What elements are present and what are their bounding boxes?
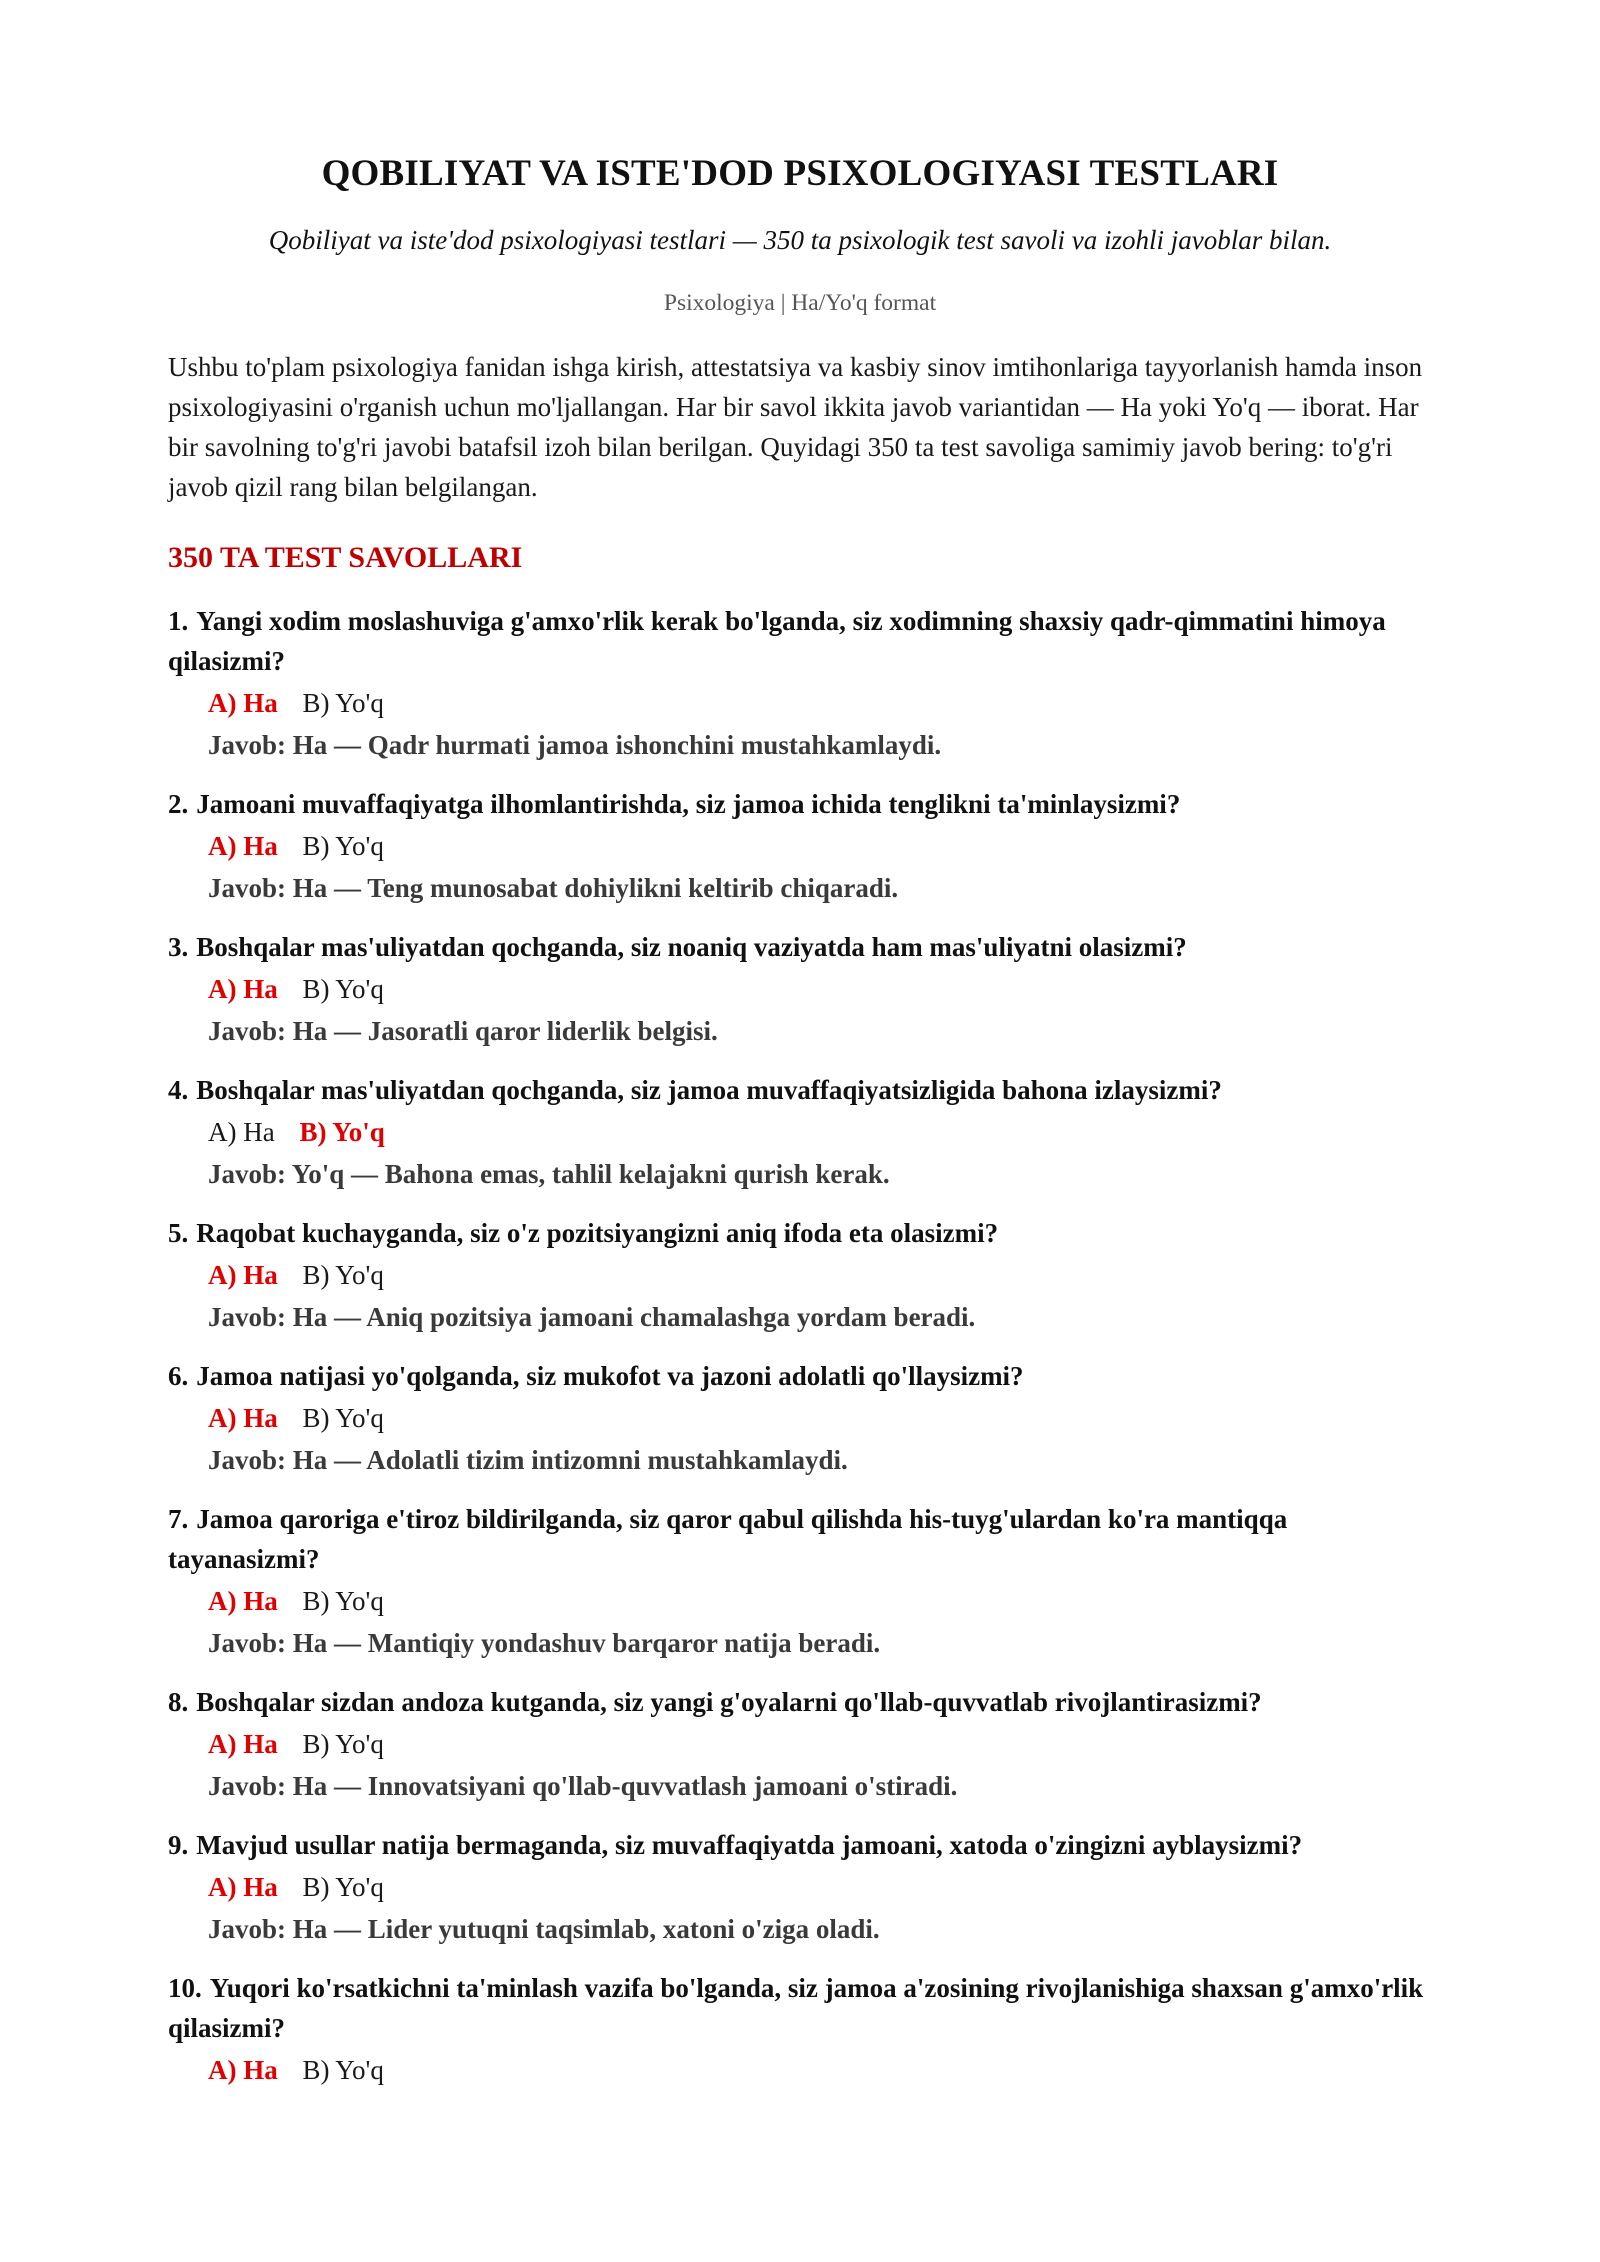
option-b[interactable]: B) Yo'q bbox=[302, 688, 384, 718]
question-text bbox=[168, 1825, 1432, 1865]
option-a[interactable]: A) Ha bbox=[208, 1872, 278, 1902]
answer-options bbox=[168, 2049, 1432, 2091]
question-body: Jamoa natijasi yo'qolganda, siz mukofot va jazoni adolatli qo'llaysizmi? bbox=[196, 1361, 1024, 1391]
question-text bbox=[168, 1682, 1432, 1722]
question-text bbox=[168, 601, 1432, 681]
question-number: 10. bbox=[168, 1973, 202, 2003]
question-item bbox=[168, 1825, 1432, 1950]
question-number: 2. bbox=[168, 789, 189, 819]
question-text bbox=[168, 1499, 1432, 1579]
question-number: 3. bbox=[168, 932, 189, 962]
question-body: Mavjud usullar natija bermaganda, siz muvaffaqiyatda jamoani, xatoda o'zingizni ayblaysizmi? bbox=[196, 1830, 1303, 1860]
option-b[interactable]: B) Yo'q bbox=[302, 1586, 384, 1616]
question-body: Jamoani muvaffaqiyatga ilhomlantirishda, siz jamoa ichida tenglikni ta'minlaysizmi? bbox=[196, 789, 1181, 819]
option-b[interactable]: B) Yo'q bbox=[302, 1260, 384, 1290]
question-item bbox=[168, 784, 1432, 909]
question-number: 4. bbox=[168, 1075, 189, 1105]
answer-explanation: Javob: Ha — Teng munosabat dohiylikni keltirib chiqaradi. bbox=[208, 873, 899, 903]
question-item bbox=[168, 927, 1432, 1052]
answer-explanation: Javob: Ha — Jasoratli qaror liderlik belgisi. bbox=[208, 1016, 718, 1046]
answer-options bbox=[168, 1723, 1432, 1765]
question-number: 9. bbox=[168, 1830, 189, 1860]
answer-options bbox=[168, 682, 1432, 724]
question-number: 8. bbox=[168, 1687, 189, 1717]
option-a[interactable]: A) Ha bbox=[208, 974, 278, 1004]
document-meta: Psixologiya | Ha/Yo'q format bbox=[663, 290, 937, 316]
answer-explanation: Javob: Ha — Mantiqiy yondashuv barqaror natija beradi. bbox=[208, 1628, 881, 1658]
answer-options bbox=[168, 1397, 1432, 1439]
question-body: Raqobat kuchayganda, siz o'z pozitsiyangizni aniq ifoda eta olasizmi? bbox=[196, 1218, 999, 1248]
option-a[interactable]: A) Ha bbox=[208, 688, 278, 718]
answer-explanation: Javob: Ha — Adolatli tizim intizomni mustahkamlaydi. bbox=[208, 1445, 848, 1475]
question-text bbox=[168, 1213, 1432, 1253]
question-list bbox=[168, 601, 1432, 2091]
question-body: Boshqalar mas'uliyatdan qochganda, siz jamoa muvaffaqiyatsizligida bahona izlaysizmi? bbox=[196, 1075, 1222, 1105]
answer-options bbox=[168, 1580, 1432, 1622]
question-number: 6. bbox=[168, 1361, 189, 1391]
question-body: Boshqalar sizdan andoza kutganda, siz yangi g'oyalarni qo'llab-quvvatlab rivojlantirasizmi? bbox=[196, 1687, 1262, 1717]
answer-options bbox=[168, 968, 1432, 1010]
answer-options bbox=[168, 1111, 1432, 1153]
question-text bbox=[168, 927, 1432, 967]
answer-options bbox=[168, 825, 1432, 867]
question-body: Jamoa qaroriga e'tiroz bildirilganda, siz qaror qabul qilishda his-tuyg'ulardan ko'ra mantiqqa tayanasizmi? bbox=[168, 1504, 1288, 1574]
answer-options bbox=[168, 1866, 1432, 1908]
question-text bbox=[168, 784, 1432, 824]
option-b[interactable]: B) Yo'q bbox=[302, 1729, 384, 1759]
option-b[interactable]: B) Yo'q bbox=[302, 1403, 384, 1433]
option-a[interactable]: A) Ha bbox=[208, 1729, 278, 1759]
option-a[interactable]: A) Ha bbox=[208, 1586, 278, 1616]
question-item bbox=[168, 1968, 1432, 2091]
question-text bbox=[168, 1356, 1432, 1396]
answer-explanation: Javob: Ha — Lider yutuqni taqsimlab, xatoni o'ziga oladi. bbox=[208, 1914, 880, 1944]
question-text bbox=[168, 1968, 1432, 2048]
question-text bbox=[168, 1070, 1432, 1110]
question-number: 7. bbox=[168, 1504, 189, 1534]
section-heading: 350 TA TEST SAVOLLARI bbox=[168, 541, 523, 574]
question-number: 1. bbox=[168, 606, 189, 636]
answer-explanation: Javob: Ha — Qadr hurmati jamoa ishonchini mustahkamlaydi. bbox=[208, 730, 942, 760]
document-title: QOBILIYAT VA ISTE'DOD PSIXOLOGIYASI TESTLARI bbox=[321, 153, 1279, 194]
question-body: Yangi xodim moslashuviga g'amxo'rlik kerak bo'lganda, siz xodimning shaxsiy qadr-qimmatini himoya qilasizmi? bbox=[168, 606, 1386, 676]
question-number: 5. bbox=[168, 1218, 189, 1248]
answer-explanation: Javob: Ha — Innovatsiyani qo'llab-quvvatlash jamoani o'stiradi. bbox=[208, 1771, 958, 1801]
document-subtitle: Qobiliyat va iste'dod psixologiyasi testlari — 350 ta psixologik test savoli va izohli javoblar bilan. bbox=[268, 225, 1332, 255]
question-item bbox=[168, 601, 1432, 766]
question-body: Yuqori ko'rsatkichni ta'minlash vazifa bo'lganda, siz jamoa a'zosining rivojlanishiga shaxsan g'amxo'rlik qilasizmi? bbox=[168, 1973, 1424, 2043]
question-item bbox=[168, 1682, 1432, 1807]
question-item bbox=[168, 1356, 1432, 1481]
option-b[interactable]: B) Yo'q bbox=[299, 1117, 385, 1147]
option-b[interactable]: B) Yo'q bbox=[302, 831, 384, 861]
option-b[interactable]: B) Yo'q bbox=[302, 1872, 384, 1902]
option-a[interactable]: A) Ha bbox=[208, 1260, 278, 1290]
question-item bbox=[168, 1070, 1432, 1195]
option-a[interactable]: A) Ha bbox=[208, 1117, 275, 1147]
question-item bbox=[168, 1213, 1432, 1338]
option-a[interactable]: A) Ha bbox=[208, 831, 278, 861]
option-a[interactable]: A) Ha bbox=[208, 1403, 278, 1433]
question-item bbox=[168, 1499, 1432, 1664]
answer-explanation: Javob: Yo'q — Bahona emas, tahlil kelajakni qurish kerak. bbox=[208, 1159, 890, 1189]
option-b[interactable]: B) Yo'q bbox=[302, 974, 384, 1004]
question-body: Boshqalar mas'uliyatdan qochganda, siz noaniq vaziyatda ham mas'uliyatni olasizmi? bbox=[196, 932, 1187, 962]
option-b[interactable]: B) Yo'q bbox=[302, 2055, 384, 2085]
option-a[interactable]: A) Ha bbox=[208, 2055, 278, 2085]
answer-explanation: Javob: Ha — Aniq pozitsiya jamoani chamalashga yordam beradi. bbox=[208, 1302, 976, 1332]
answer-options bbox=[168, 1254, 1432, 1296]
document-intro: Ushbu to'plam psixologiya fanidan ishga kirish, attestatsiya va kasbiy sinov imtihonlariga tayyorlanish hamda inson psixologiyasini o'rganish uchun mo'ljallangan. Har bir savol ikkita javob variantidan — Ha yoki Yo'q — iborat. Har bir savolning to'g'ri javobi batafsil izoh bilan berilgan. Quyidagi 350 ta test savoliga samimiy javob bering: to'g'ri javob qizil rang bilan belgilangan. bbox=[168, 352, 1423, 502]
